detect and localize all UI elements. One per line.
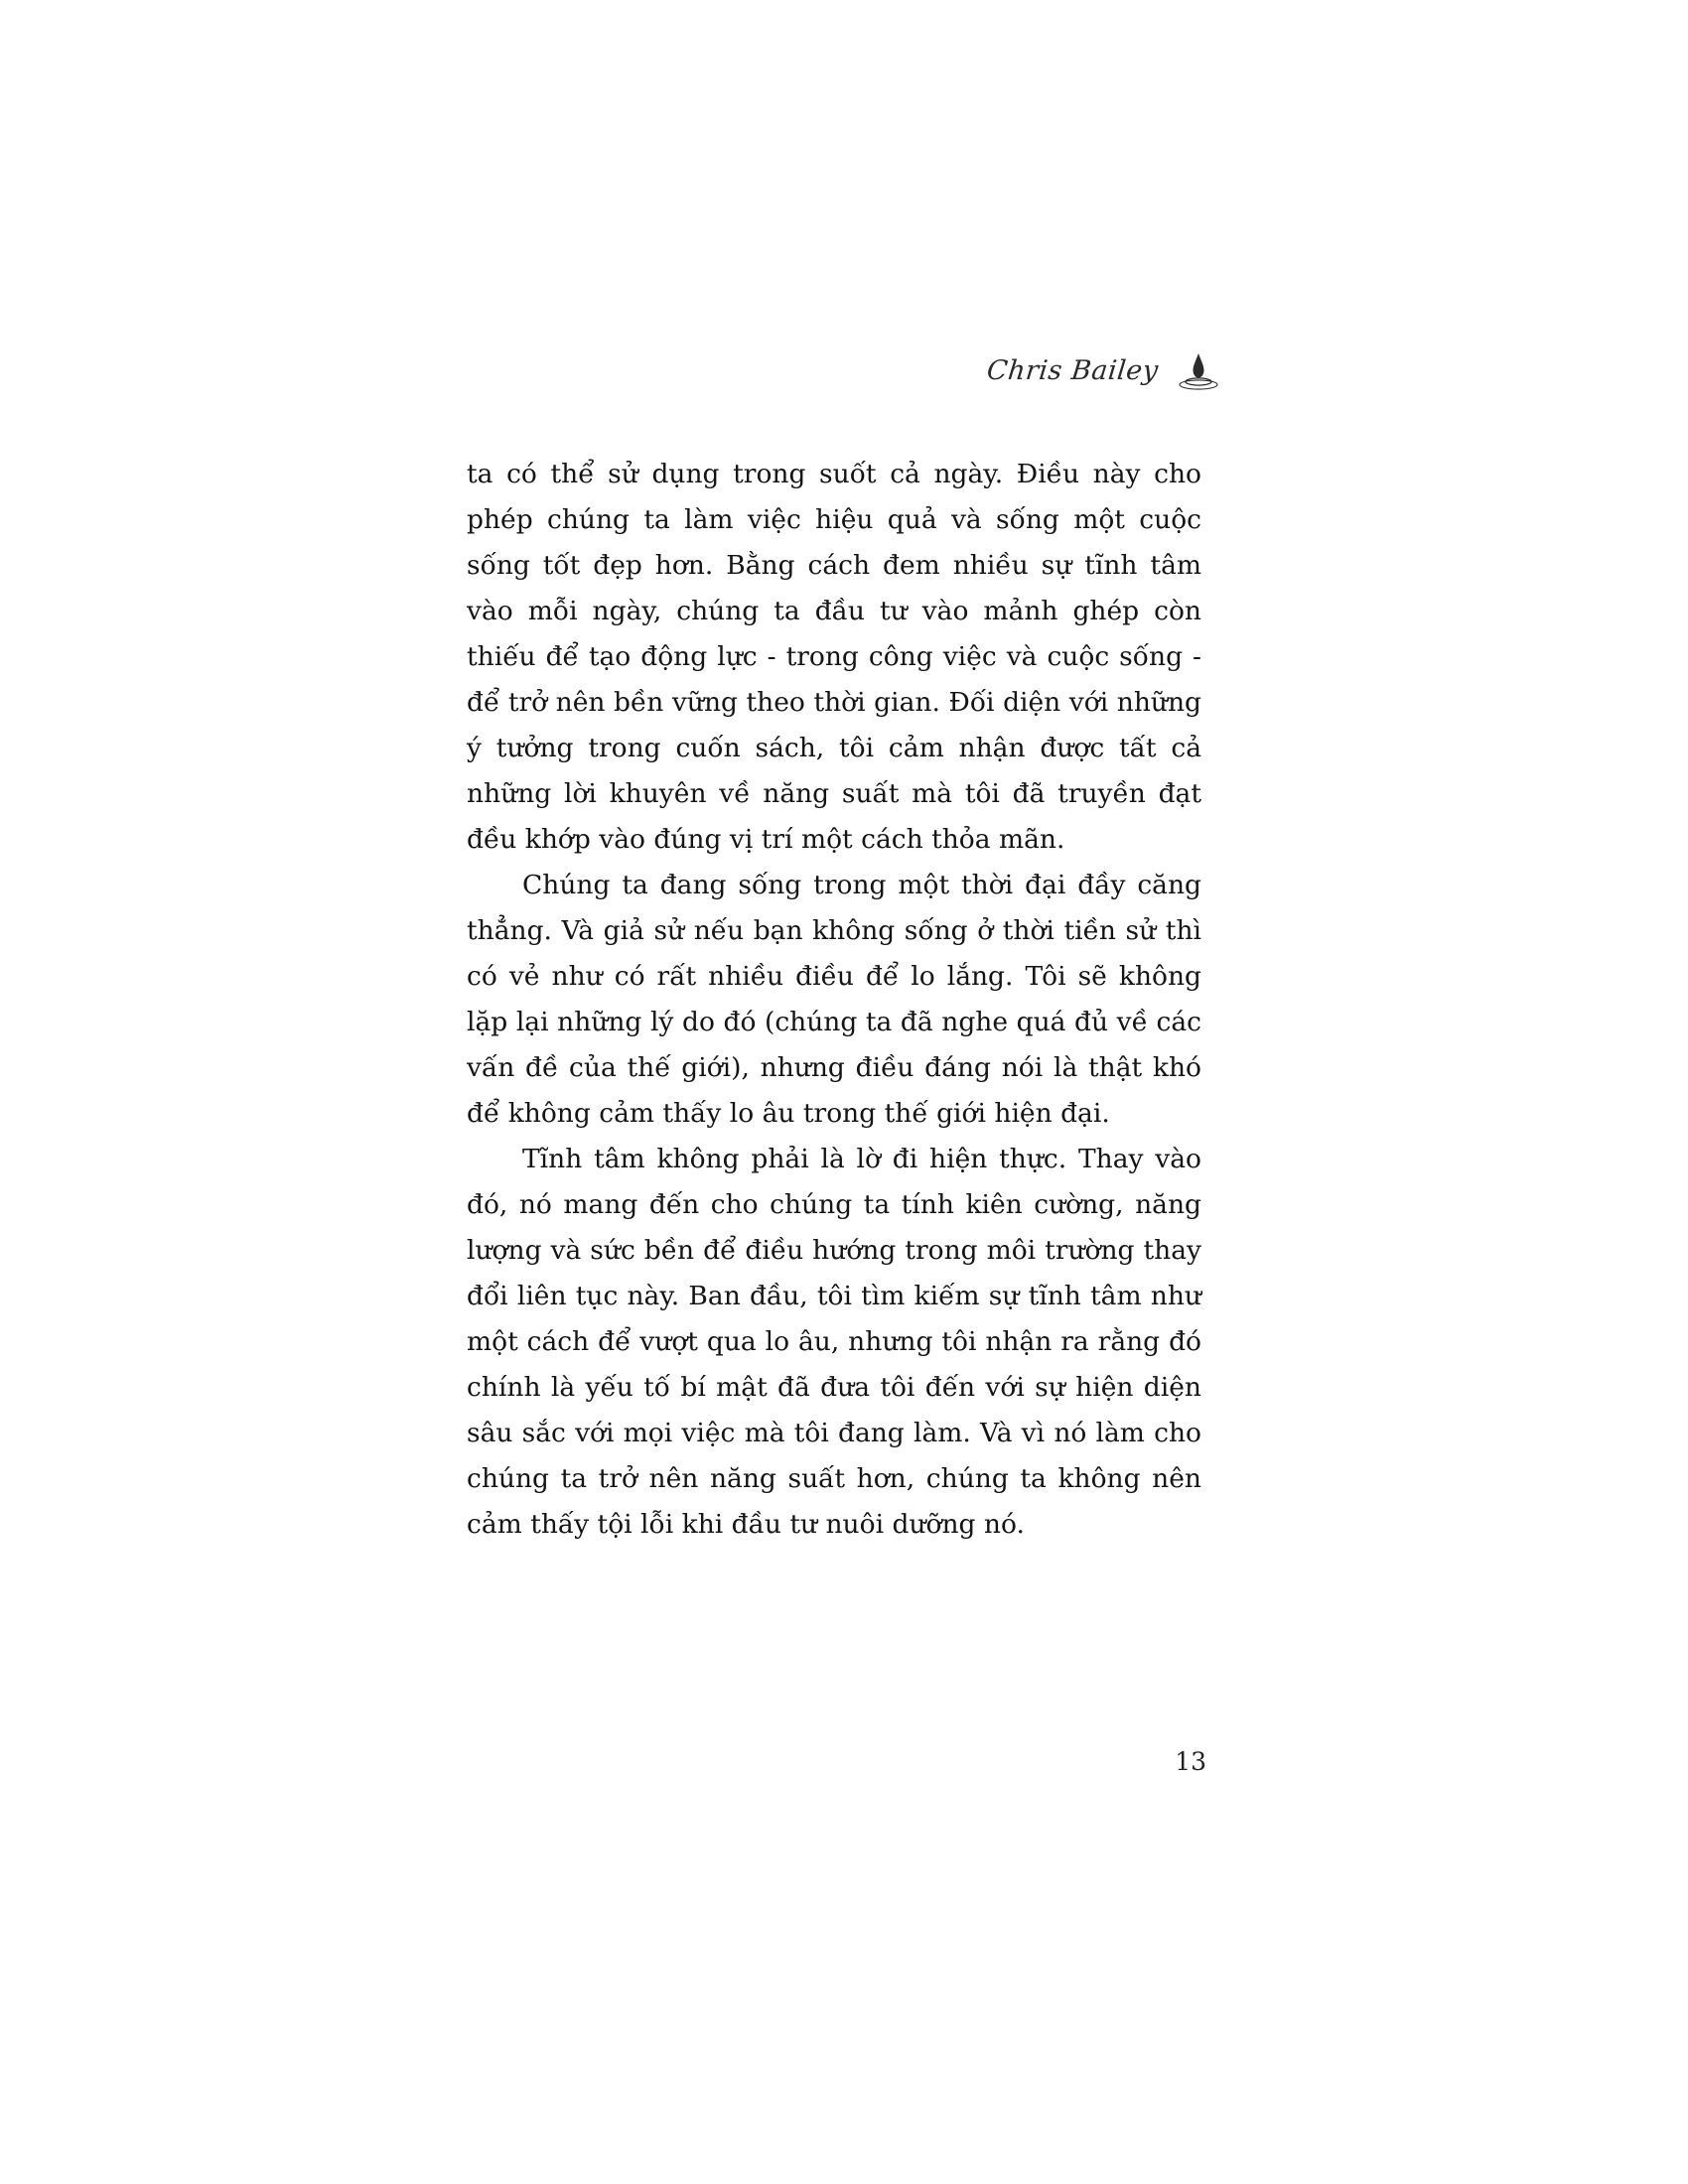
paragraph: Tĩnh tâm không phải là lờ đi hiện thực. Thay vào đó, nó mang đến cho chúng ta tính kiên cường, năng lượng và sức bền để điều hướng trong môi trường thay đổi liên tục này. Ban đầu, tôi tìm kiếm sự tĩnh tâm như một cách để vượt qua lo âu, nhưng tôi nhận ra rằng đó chính là yếu tố bí mật đã đưa tôi đến với sự hiện diện sâu sắc với mọi việc mà tôi đang làm. Và vì nó làm cho chúng ta trở nên năng suất hơn, chúng ta không nên cảm thấy tội lỗi khi đầu tư nuôi dưỡng nó.	[467, 1144, 1201, 1540]
paragraph: ta có thể sử dụng trong suốt cả ngày. Điều này cho phép chúng ta làm việc hiệu quả và sống một cuộc sống tốt đẹp hơn. Bằng cách đem nhiều sự tĩnh tâm vào mỗi ngày, chúng ta đầu tư vào mảnh ghép còn thiếu để tạo động lực - trong công việc và cuộc sống - để trở nên bền vững theo thời gian. Đối diện với những ý tưởng trong cuốn sách, tôi cảm nhận được tất cả những lời khuyên về năng suất mà tôi đã truyền đạt đều khớp vào đúng vị trí một cách thỏa mãn.	[467, 459, 1201, 855]
page-number: 13	[1175, 1747, 1206, 1776]
body-text	[467, 452, 1201, 1548]
running-head	[0, 347, 1221, 393]
running-head-author: Chris Bailey	[984, 354, 1160, 386]
paragraph: Chúng ta đang sống trong một thời đại đầy căng thẳng. Và giả sử nếu bạn không sống ở thời tiền sử thì có vẻ như có rất nhiều điều để lo lắng. Tôi sẽ không lặp lại những lý do đó (chúng ta đã nghe quá đủ về các vấn đề của thế giới), nhưng điều đáng nói là thật khó để không cảm thấy lo âu trong thế giới hiện đại.	[467, 870, 1201, 1129]
water-droplet-ripple-icon	[1176, 347, 1221, 393]
